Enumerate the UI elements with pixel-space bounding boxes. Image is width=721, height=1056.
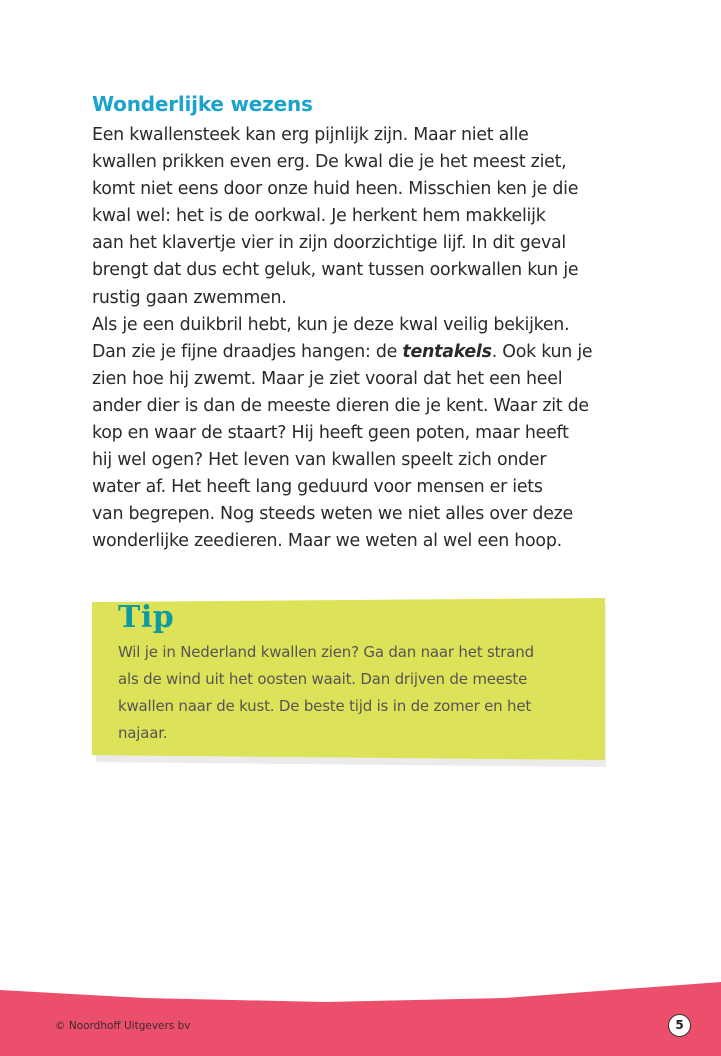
- tip-line: Wil je in Nederland kwallen zien? Ga dan naar het strand: [118, 643, 534, 661]
- body-line: kop en waar de staart? Hij heeft geen poten, maar heeft: [92, 423, 569, 444]
- body-line: water af. Het heeft lang geduurd voor mensen er iets: [92, 477, 543, 498]
- article-body: [92, 122, 632, 556]
- tip-text: [118, 639, 588, 747]
- body-line: aan het klavertje vier in zijn doorzichtige lijf. In dit geval: [92, 233, 566, 254]
- body-line: brengt dat dus echt geluk, want tussen oorkwallen kun je: [92, 260, 579, 281]
- body-line: Als je een duikbril hebt, kun je deze kwal veilig bekijken.: [92, 314, 570, 335]
- copyright-notice: © Noordhoff Uitgevers bv: [55, 1020, 191, 1032]
- body-line: Een kwallensteek kan erg pijnlijk zijn. Maar niet alle: [92, 125, 529, 145]
- body-line: komt niet eens door onze huid heen. Misschien ken je die: [92, 179, 579, 200]
- body-line-with-term: [92, 339, 632, 366]
- body-line: kwallen prikken even erg. De kwal die je het meest ziet,: [92, 152, 567, 173]
- tip-line: najaar.: [118, 724, 168, 742]
- body-line: van begrepen. Nog steeds weten we niet alles over deze: [92, 504, 574, 525]
- body-text-fragment: Dan zie je fijne draadjes hangen: de: [92, 341, 403, 362]
- body-line: rustig gaan zwemmen.: [92, 287, 287, 308]
- tip-line: kwallen naar de kust. De beste tijd is in de zomer en het: [118, 697, 532, 715]
- body-line: wonderlijke zeedieren. Maar we weten al wel een hoop.: [92, 531, 562, 552]
- body-line: kwal wel: het is de oorkwal. Je herkent hem makkelijk: [92, 206, 546, 227]
- tip-title: Tip: [118, 600, 175, 635]
- body-line: ander dier is dan de meeste dieren die je kent. Waar zit de: [92, 395, 589, 416]
- tip-line: als de wind uit het oosten waait. Dan drijven de meeste: [118, 670, 528, 688]
- page-number-badge: 5: [668, 1014, 691, 1037]
- body-text-fragment: . Ook kun je: [491, 341, 593, 362]
- body-line: zien hoe hij zwemt. Maar je ziet vooral dat het een heel: [92, 368, 563, 389]
- footer-band: [0, 978, 721, 1056]
- section-heading: Wonderlijke wezens: [92, 92, 313, 116]
- body-line: hij wel ogen? Het leven van kwallen speelt zich onder: [92, 450, 547, 471]
- emphasized-term: tentakels: [402, 341, 492, 362]
